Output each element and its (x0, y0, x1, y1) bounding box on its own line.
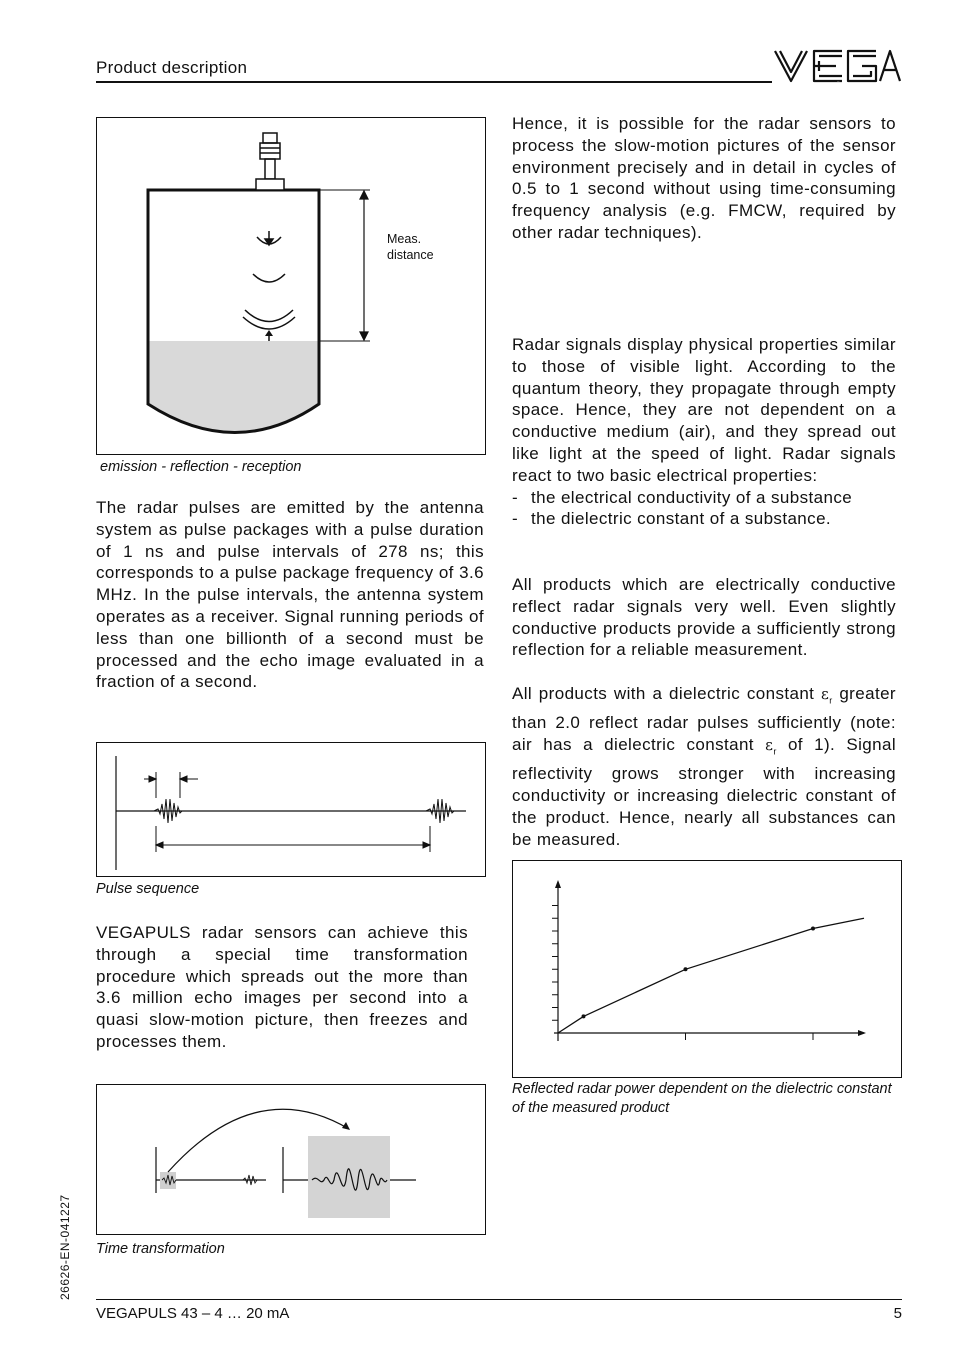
epsilon-symbol: ε (765, 735, 774, 754)
left-paragraph-1: The radar pulses are emitted by the antenna system as pulse packages with a pulse duration of 1 ns and pulse intervals of 278 ns; this corresponds to a pulse package frequency of 3.6 MHz. In the pulse intervals, the antenna system operates as a receiver. Signal running periods of less than one billionth of a second must be processed and the echo image evaluated in a fraction of a second. (96, 498, 484, 692)
logo-text: VEGA (837, 82, 840, 83)
footer-product: VEGAPULS 43 – 4 … 20 mA (96, 1305, 290, 1322)
figure4-caption: Reflected radar power dependent on the dielectric constant of the measured product (512, 1081, 892, 1116)
meas-distance-arrow (360, 191, 368, 340)
radar-sensor-icon (256, 133, 284, 190)
reception-arrow-icon (265, 330, 273, 341)
chart-x-axis-arrow (858, 1030, 866, 1036)
chart-data-point (683, 967, 687, 971)
epsilon-symbol: ε (821, 685, 830, 703)
list-item: - the electrical conductivity of a substance (512, 487, 896, 509)
emission-wave-icon (257, 231, 281, 245)
chart-y-axis-arrow (555, 880, 561, 888)
figure-time-box (96, 1084, 486, 1235)
right-paragraph-4: All products with a dielectric constant $\varepsilon_r$ greater than 2.0 reflect radar pulses sufficiently (note: air has a dielectric constant $\varepsilon_r$ of 1). Signal reflectivity grows stronger with increasing conductivity or increasing dielectric constant of the product. Hence, nearly all substances can be measured. (512, 684, 897, 849)
pulse-interval-marker (156, 826, 430, 852)
property-list (512, 487, 896, 531)
time-transformation-diagram (96, 1084, 486, 1235)
list-item: - the dielectric constant of a substance. (512, 508, 896, 530)
vega-logo (772, 48, 902, 84)
header-rule (96, 81, 772, 83)
document-id: 26626-EN-041227 (58, 1194, 72, 1300)
reflected-power-chart (512, 860, 902, 1078)
meas-distance-label: Meas. distance (387, 232, 434, 262)
figure3-caption: Time transformation (96, 1241, 225, 1257)
right-paragraph-1: Hence, it is possible for the radar sensors to process the slow-motion pictures of the sensor environment precisely and in detail in cycles of 0.5 to 1 second without using time-consuming frequency analysis (e.g. FMCW, required by other radar techniques). (512, 114, 896, 242)
expanded-pulse-background (308, 1136, 390, 1218)
figure1-caption: emission - reflection - reception (100, 459, 302, 475)
right-paragraph-2: Radar signals display physical properties similar to those of visible light. According to the quantum theory, they propagate through empty space. Hence, they are not dependent on a conductive medium (air), and they spread out like light at the speed of light. Radar signals react to two basic electrical properties: - the electrical conductivity of a substance - the dielectric constant of a substance. (512, 334, 896, 530)
figure-pulse-box (96, 742, 486, 877)
page-number: 5 (893, 1305, 902, 1322)
pulse-duration-marker (144, 772, 198, 798)
tank-diagram (96, 117, 486, 455)
chart-data-point (581, 1014, 585, 1018)
chart-series-line (558, 918, 864, 1033)
left-paragraph-2: VEGAPULS radar sensors can achieve this through a special time transformation procedure which spreads out the more than 3.6 million echo images per second into a quasi slow-motion picture, then freezes and processes them. (96, 923, 468, 1051)
figure2-caption: Pulse sequence (96, 881, 200, 897)
footer-rule (96, 1299, 902, 1300)
reflection-wave-icon (243, 274, 295, 329)
pulse-sequence-diagram (96, 742, 486, 877)
figure-chart-box (512, 860, 902, 1078)
figure-tank-box (96, 117, 486, 455)
chart-data-point (811, 926, 815, 930)
right-paragraph-3: All products which are electrically conductive reflect radar signals very well. Even slightly conductive products provide a sufficiently strong reflection for a reliable measurement. (512, 575, 896, 660)
header-title: Product description (96, 58, 248, 77)
